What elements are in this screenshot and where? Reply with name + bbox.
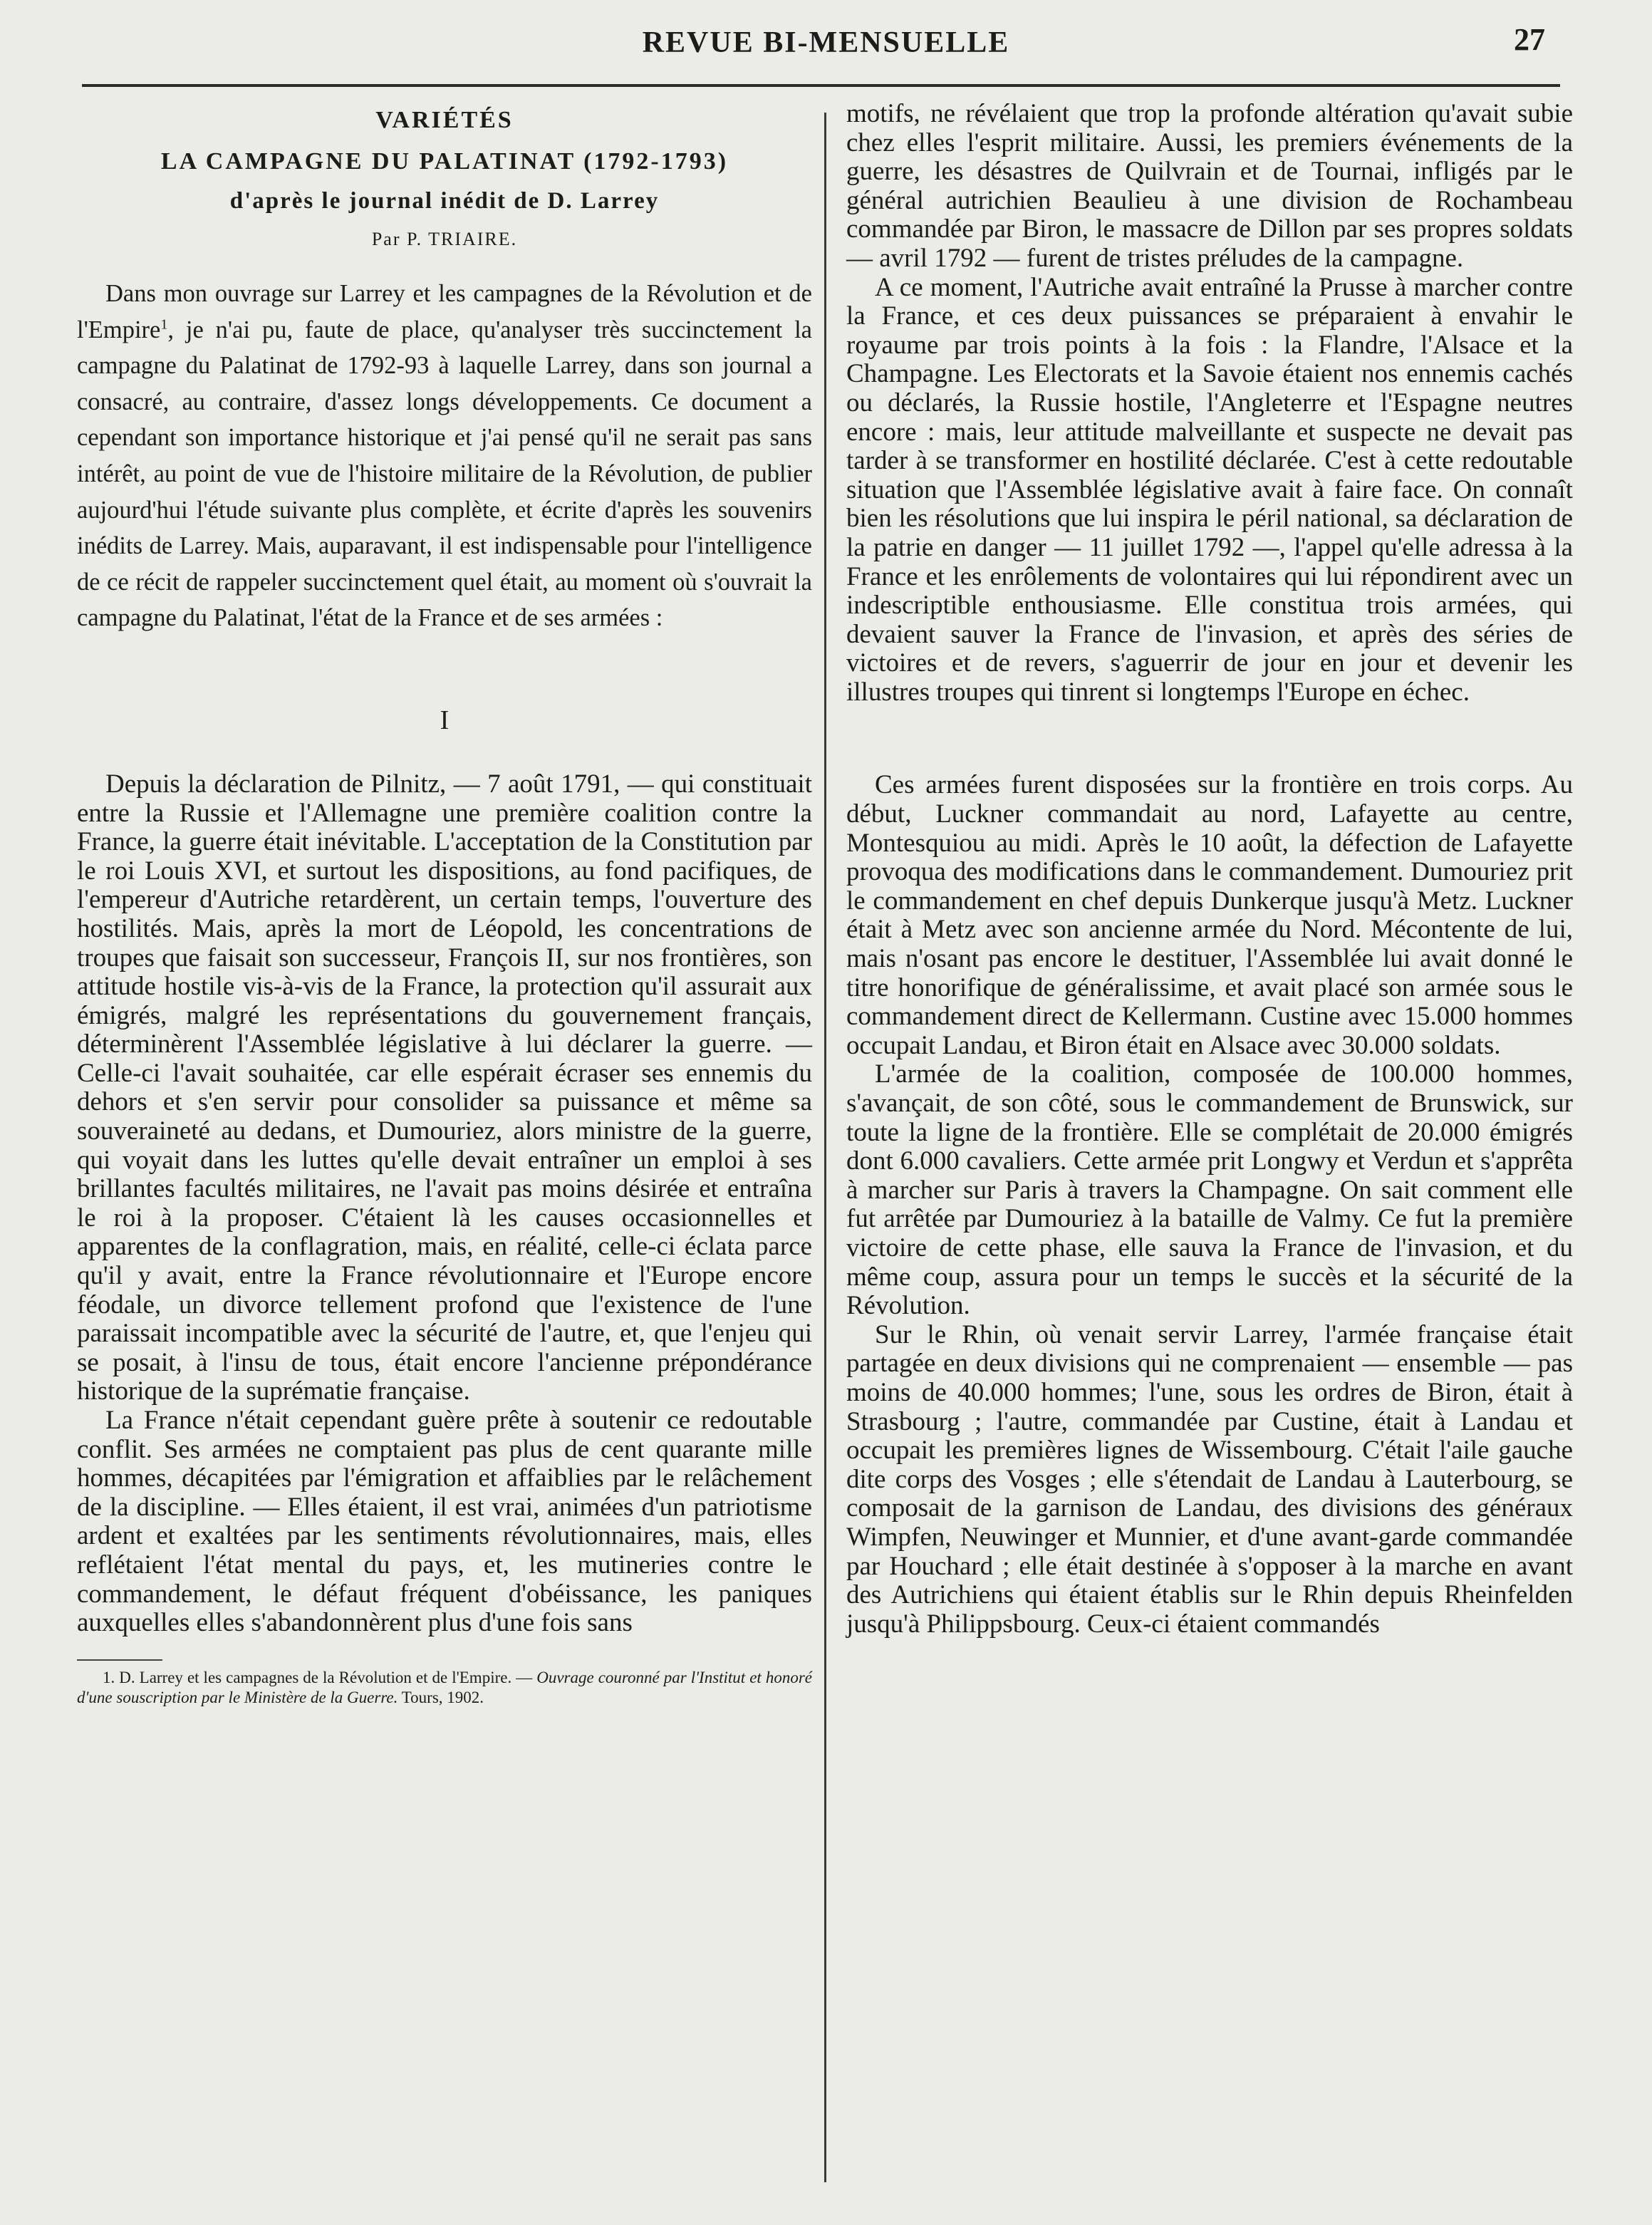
article-byline: Par P. TRIAIRE. <box>371 229 518 249</box>
section-heading: VARIÉTÉS <box>375 107 514 133</box>
body-paragraph: L'armée de la coalition, composée de 100.000 hommes, s'avançait, de son côté, sous le commandement de Brunswick, sur toute la ligne de la frontière. Elle se complétait de 20.000 émigrés dont 6.000 cavaliers. Cette armée prit Longwy et Verdun et s'apprêta à marcher sur Paris à travers la Champagne. On sait comment elle fut arrêtée par Dumouriez à la bataille de Valmy. Ce fut la première victoire de cette phase, elle sauva la France de l'invasion, et du même coup, assura pour un temps le succès et la sécurité de la Révolution. <box>846 1059 1573 1321</box>
footnote <box>77 1668 812 1708</box>
body-paragraph: Sur le Rhin, où venait servir Larrey, l'armée française était partagée en deux divisions qui ne comprenaient — ensemble — pas moins de 40.000 hommes; l'une, sous les ordres de Biron, était à Strasbourg ; l'autre, commandée par Custine, était à Landau et occupait les premières lignes de Wissembourg. C'était l'aile gauche dite corps des Vosges ; elle s'étendait de Landau à Lauterbourg, se composait de la garnison de Landau, des divisions des généraux Wimpfen, Neuwinger et Munnier, et d'une avant-garde commandée par Houchard ; elle était destinée à s'opposer à la marche en avant des Autrichiens qui étaient établis sur le Rhin depuis Rheinfelden jusqu'à Philippsbourg. Ceux-ci étaient commandés <box>846 1319 1573 1639</box>
intro-paragraph <box>77 276 812 636</box>
article-title: LA CAMPAGNE DU PALATINAT (1792-1793) <box>160 148 729 175</box>
header-rule <box>82 84 1560 87</box>
body-paragraph: Depuis la déclaration de Pilnitz, — 7 août 1791, — qui constituait entre la Russie et l'Allemagne une première coalition contre la France, la guerre était inévitable. L'acceptation de la Constitution par le roi Louis XVI, et surtout les dispositions, au fond pacifiques, de l'empereur d'Autriche retardèrent, un certain temps, l'ouverture des hostilités. Mais, après la mort de Léopold, les concentrations de troupes que faisait son successeur, François II, sur nos frontières, son attitude hostile vis-à-vis de la France, la protection qu'il assurait aux émigrés, malgré les représentations du gouvernement français, déterminèrent l'Assemblée législative à lui déclarer la guerre. — Celle-ci l'avait souhaitée, car elle espérait écraser ses ennemis du dehors et s'en servir pour consolider sa puissance et même sa souveraineté au dedans, et Dumouriez, alors ministre de la guerre, qui voyait dans les luttes qu'elle devait entraîner un emploi à ses brillantes facultés militaires, ne l'avait pas moins désirée et entraîna le roi à la proposer. C'étaient là les causes occasionnelles et apparentes de la conflagration, mais, en réalité, celle-ci éclata parce qu'il y avait, entre la France révolutionnaire et l'Europe encore féodale, un divorce tellement profond que l'existence de l'une paraissait incompatible avec la sécurité de l'autre, et, que l'enjeu qui se posait, à l'insu de tous, était encore l'ancienne prépondérance historique de la suprématie française. <box>77 769 812 1406</box>
body-paragraph: motifs, ne révélaient que trop la profonde altération qu'avait subie chez elles l'esprit militaire. Aussi, les premiers événements de la guerre, les désastres de Quilvrain et de Tournai, infligés par le général autrichien Beaulieu à une division de Rochambeau commandée par Biron, le massacre de Dillon par ses propres soldats — avril 1792 — furent de tristes préludes de la campagne. <box>846 99 1573 273</box>
footnote-italic-text: Ouvrage couronné par l'Institut et honoré d'une souscription par le Ministère de la Guerre. <box>77 1668 812 1706</box>
running-head: REVUE BI-MENSUELLE <box>642 26 1010 59</box>
chapter-number: I <box>440 705 450 735</box>
body-paragraph: Ces armées furent disposées sur la frontière en trois corps. Au début, Luckner commandait au nord, Lafayette au centre, Montesquiou au midi. Après le 10 août, la défection de Lafayette provoqua des modifications dans le commandement. Dumouriez prit le commandement en chef depuis Dunkerque jusqu'à Metz. Luckner était à Metz avec son ancienne armée du Nord. Mécontente de lui, mais n'osant pas encore le destituer, l'Assemblée lui avait donné le titre honorifique de généralissime, et avait placé son armée sous le commandement direct de Kellermann. Custine avec 15.000 hommes occupait Landau, et Biron était en Alsace avec 30.000 soldats. <box>846 770 1573 1060</box>
intro-text-end: , je n'ai pu, faute de place, qu'analyser très succinctement la campagne du Palatinat de 1792-93 à laquelle Larrey, dans son journal a consacré, au contraire, d'assez longs développements. Ce document a cependant son importance historique et j'ai pensé qu'il ne serait pas sans intérêt, au point de vue de l'histoire militaire de la Révolution, de publier aujourd'hui l'étude suivante plus complète, et écrite d'après les souvenirs inédits de Larrey. Mais, auparavant, il est indispensable pour l'intelligence de ce récit de rappeler succinctement quel était, au moment où s'ouvrait la campagne du Palatinat, l'état de la France et de ses armées : <box>77 316 812 632</box>
intro-text-start: Dans mon ouvrage sur Larrey et les campagnes de la Révolution et de l'Empire <box>77 280 812 343</box>
footnote-text: D. Larrey et les campagnes de la Révolution et de l'Empire. — <box>119 1668 533 1686</box>
footnote-number: 1. <box>103 1668 115 1686</box>
right-column <box>846 100 1573 1639</box>
article-subtitle: d'après le journal inédit de D. Larrey <box>229 188 660 214</box>
footnote-separator <box>77 1659 162 1661</box>
footnote-reference: 1 <box>160 316 168 333</box>
body-paragraph: A ce moment, l'Autriche avait entraîné la Prusse à marcher contre la France, et ces deux puissances se préparaient à envahir le royaume par trois points à la fois : la Flandre, l'Alsace et la Champagne. Les Electorats et la Savoie étaient nos ennemis cachés ou déclarés, la Russie hostile, l'Angleterre et l'Espagne neutres encore : mais, leur attitude malveillante et suspecte ne devait pas tarder à se transformer en hostilité déclarée. C'est à cette redoutable situation que l'Assemblée législative avait à faire face. On connaît bien les résolutions que lui inspira le péril national, sa déclaration de la patrie en danger — 11 juillet 1792 —, l'appel qu'elle adressa à la France et les enrôlements de volontaires qui lui répondirent avec un indescriptible enthousiasme. Elle constitua trois armées, qui devaient sauver la France de l'invasion, et après des séries de victoires et de revers, s'aguerrir de jour en jour et devenir les illustres troupes qui tinrent si longtemps l'Europe en échec. <box>846 272 1573 707</box>
body-paragraph: La France n'était cependant guère prête à soutenir ce redoutable conflit. Ses armées ne comptaient pas plus de cent quarante mille hommes, décapitées par l'émigration et affaiblies par le relâchement de la discipline. — Elles étaient, il est vrai, animées d'un patriotisme ardent et exaltées par les sentiments révolutionnaires, mais, elles reflétaient l'état mental du pays, et, les mutineries contre le commandement, le défaut fréquent d'obéissance, les paniques auxquelles elles s'abandonnèrent plus d'une fois sans <box>77 1406 812 1638</box>
page-number: 27 <box>1514 22 1545 57</box>
footnote-place-date: Tours, 1902. <box>401 1688 484 1706</box>
column-divider <box>824 113 826 2182</box>
left-column <box>77 107 812 1708</box>
